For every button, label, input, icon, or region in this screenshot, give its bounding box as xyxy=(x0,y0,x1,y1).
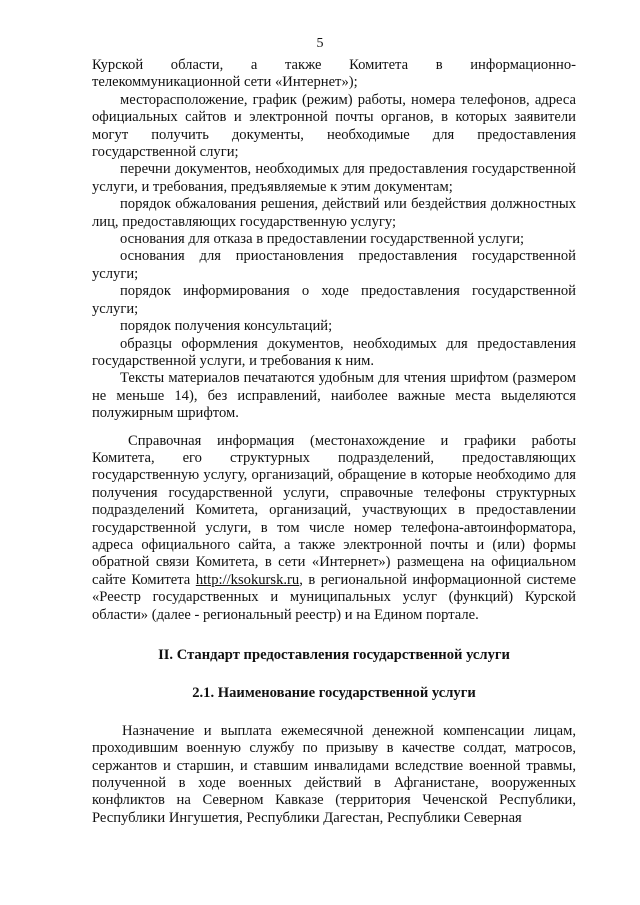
body-paragraph: основания для приостановления предоставления государственной услуги; xyxy=(92,248,576,282)
section-heading: II. Стандарт предоставления государственной услуги xyxy=(158,647,510,663)
page-number: 5 xyxy=(316,36,324,51)
body-paragraph: порядок обжалования решения, действий или бездействия должностных лиц, предоставляющих государственную услугу; xyxy=(92,196,576,230)
body-paragraph: Курской области, а также Комитета в информационно-телекоммуникационной сети «Интернет»); xyxy=(92,57,576,91)
body-paragraph: перечни документов, необходимых для предоставления государственной услуги, и требования, предъявляемые к этим документам; xyxy=(92,161,576,195)
reference-info-paragraph xyxy=(92,433,576,624)
document-body xyxy=(92,57,576,827)
body-paragraph: основания для отказа в предоставлении государственной услуги; xyxy=(120,231,525,248)
paragraph-list xyxy=(92,57,576,423)
reference-text-before-link: Справочная информация (местонахождение и графики работы Комитета, его структурных подразделений, предоставляющих государственную услугу, организаций, обращение в которые необходимо для получения государственной услуги, справочные телефоны структурных подразделений Комитета, организаций, участвующих в предоставлении государственной услуги, в том числе номер телефона-автоинформатора, адреса официального сайта, а также электронной почты и (или) формы обратной связи Комитета, в сети «Интернет») размещена на официальном сайте Комитета xyxy=(92,432,576,588)
body-paragraph: месторасположение, график (режим) работы, номера телефонов, адреса официальных сайтов и электронной почты органов, в которых заявители могут получить документы, необходимые для предоставления государственной слуги; xyxy=(92,91,576,161)
body-paragraph: порядок информирования о ходе предоставления государственной услуги; xyxy=(92,283,576,317)
body-paragraph: образцы оформления документов, необходимых для предоставления государственной услуги, и требования к ним. xyxy=(92,335,576,369)
body-paragraph: Тексты материалов печатаются удобным для чтения шрифтом (размером не меньше 14), без исправлений, наиболее важные места выделяются полужирным шрифтом. xyxy=(92,370,576,422)
committee-site-link[interactable]: http://ksokursk.ru xyxy=(195,571,300,588)
service-name-paragraph: Назначение и выплата ежемесячной денежной компенсации лицам, проходившим военную службу по призыву в качестве солдат, матросов, сержантов и старшин, и ставшим инвалидами вследствие военной травмы, полученной в ходе военных действий в Афганистане, вооруженных конфликтов на Северном Кавказе (территория Чеченской Республики, Республики Ингушетия, Республики Дагестан, Республики Северная xyxy=(92,722,576,826)
reference-text-after-link: , в региональной информационной системе «Реестр государственных и муниципальных услуг (функций) Курской области» (далее - региональный реестр) и на Едином портале. xyxy=(92,571,576,623)
subsection-heading: 2.1. Наименование государственной услуги xyxy=(192,685,476,702)
body-paragraph: порядок получения консультаций; xyxy=(120,318,333,335)
